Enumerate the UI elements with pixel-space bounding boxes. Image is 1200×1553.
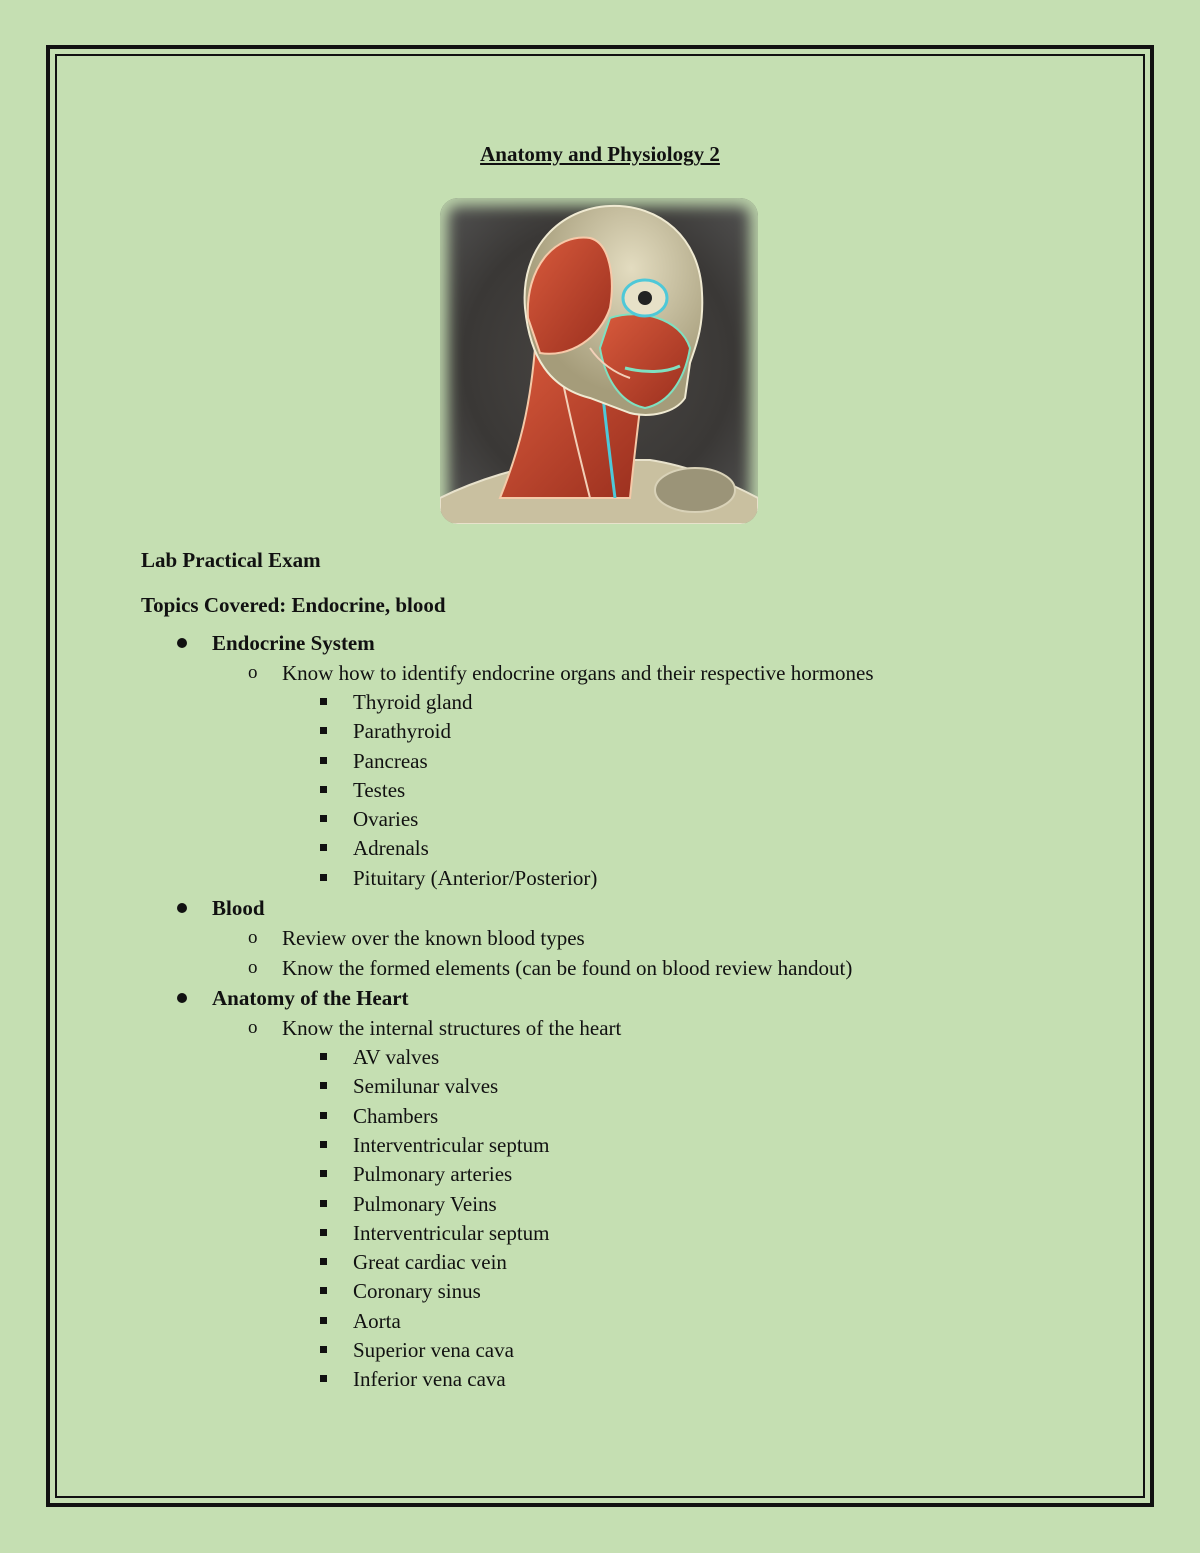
item-text: o Review over the known blood types [282, 926, 585, 951]
item-text: Pulmonary Veins [353, 1191, 497, 1216]
list-item [282, 1072, 1101, 1101]
item-text: o Know the internal structures of the heart [282, 1016, 622, 1041]
heading-lab-practical: Lab Practical Exam [141, 548, 321, 572]
head-muscles-illustration [440, 198, 758, 524]
sub-sub-list [282, 688, 1101, 893]
list-item [282, 1131, 1101, 1160]
document-title: Anatomy and Physiology 2 [480, 142, 720, 166]
list-item [282, 1277, 1101, 1306]
list-item [141, 628, 1101, 893]
item-text: Aorta [353, 1308, 401, 1333]
list-item [282, 688, 1101, 717]
item-text: o Know how to identify endocrine organs and their respective hormones [282, 661, 874, 685]
list-item [282, 717, 1101, 746]
sub-list [212, 658, 1101, 893]
list-item [141, 893, 1101, 983]
list-item [212, 923, 1101, 953]
list-item [282, 747, 1101, 776]
item-text: Interventricular septum [353, 1132, 550, 1157]
item-text: Coronary sinus [353, 1279, 481, 1304]
list-item [282, 805, 1101, 834]
item-text: o Know the formed elements (can be found on blood review handout) [282, 956, 853, 981]
item-text: Great cardiac vein [353, 1250, 507, 1275]
sub-list [212, 923, 1101, 983]
item-text: Adrenals [353, 836, 429, 861]
list-item [212, 658, 1101, 893]
item-text: Semilunar valves [353, 1074, 499, 1099]
document-body [141, 543, 1101, 1395]
list-item [282, 1043, 1101, 1072]
sub-sub-list [282, 1043, 1101, 1395]
list-item [282, 834, 1101, 863]
list-item [212, 953, 1101, 983]
list-item [141, 983, 1101, 1395]
anatomy-head-image [440, 198, 758, 524]
list-item [282, 1365, 1101, 1394]
item-text: Ovaries [353, 807, 419, 832]
topics-list [141, 628, 1101, 1395]
item-text: Interventricular septum [353, 1220, 550, 1245]
item-text: Chambers [353, 1103, 439, 1128]
item-text: Parathyroid [353, 719, 451, 744]
list-item [282, 1160, 1101, 1189]
item-text: Testes [353, 777, 406, 802]
list-item [282, 1307, 1101, 1336]
item-text: Thyroid gland [353, 690, 473, 714]
heading-topics: Topics Covered: Endocrine, blood [141, 593, 446, 617]
section-title: Endocrine System [212, 631, 375, 655]
item-text: Pulmonary arteries [353, 1162, 513, 1187]
item-text: Pituitary (Anterior/Posterior) [353, 865, 598, 890]
sub-list [212, 1013, 1101, 1395]
list-item [282, 1190, 1101, 1219]
list-item [282, 864, 1101, 893]
item-text: Inferior vena cava [353, 1367, 506, 1392]
list-item [282, 1336, 1101, 1365]
list-item [282, 1102, 1101, 1131]
section-title: Blood [212, 896, 265, 921]
section-title: Anatomy of the Heart [212, 986, 409, 1011]
item-text: AV valves [353, 1045, 440, 1070]
item-text: Pancreas [353, 748, 428, 773]
item-text: Superior vena cava [353, 1338, 514, 1363]
list-item [212, 1013, 1101, 1395]
list-item [282, 1248, 1101, 1277]
list-item [282, 1219, 1101, 1248]
list-item [282, 776, 1101, 805]
